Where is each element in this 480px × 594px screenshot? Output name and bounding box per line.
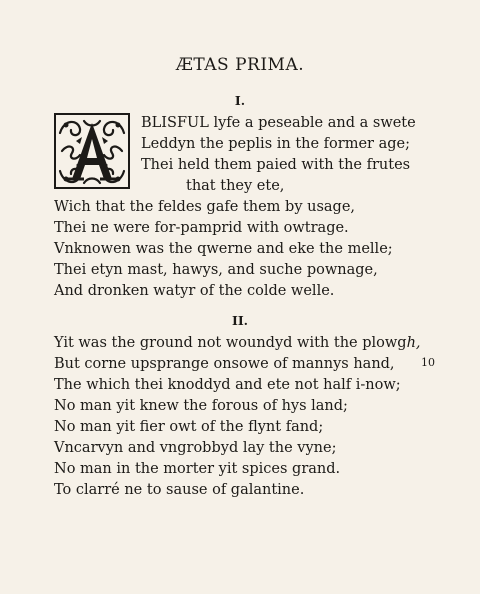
stanza-2-line-3: The which thei knoddyd and ete not half i-now; <box>54 377 401 393</box>
stanza-1-numeral: I. <box>234 93 246 108</box>
stanza-1-line-3: Thei held them paied with the frutes <box>141 157 411 173</box>
stanza-1-line-2: Leddyn the peplis in the former age; <box>141 136 410 152</box>
stanza-2-line-1-text: Yit was the ground not woundyd with the plowg <box>54 335 407 351</box>
stanza-1-line-5: Thei ne were for-pamprid with owtrage. <box>54 220 349 236</box>
stanza-2-line-6: Vncarvyn and vngrobbyd lay the vyne; <box>54 440 337 456</box>
stanza-1-line-4: Wich that the feldes gafe them by usage, <box>54 199 356 215</box>
stanza-2-numeral: II. <box>231 313 249 328</box>
stanza-1-line-6: Vnknowen was the qwerne and eke the melle; <box>54 241 393 257</box>
stanza-2-line-5: No man yit fier owt of the flynt fand; <box>54 419 324 435</box>
page-title: ÆTAS PRIMA. <box>175 55 305 75</box>
line-number: 10 <box>421 356 435 369</box>
stanza-2-line-1 <box>54 336 421 351</box>
stanza-1-line-8: And dronken watyr of the colde welle. <box>54 283 335 299</box>
stanza-2-line-4: No man yit knew the forous of hys land; <box>54 398 348 414</box>
stanza-2-line-2: But corne upsprange onsowe of mannys hand, <box>54 356 395 372</box>
stanza-2-line-7: No man in the morter yit spices grand. <box>54 461 341 477</box>
stanza-1-line-3-cont: that they ete, <box>186 178 285 194</box>
stanza-2-line-8: To clarré ne to sause of galantine. <box>54 482 305 498</box>
ornamental-initial-a-icon <box>54 113 130 189</box>
stanza-2-line-1-italic: h, <box>406 335 421 351</box>
stanza-1-line-1: BLISFUL lyfe a peseable and a swete <box>141 115 416 131</box>
stanza-1-line-7: Thei etyn mast, hawys, and suche pownage, <box>54 262 378 278</box>
